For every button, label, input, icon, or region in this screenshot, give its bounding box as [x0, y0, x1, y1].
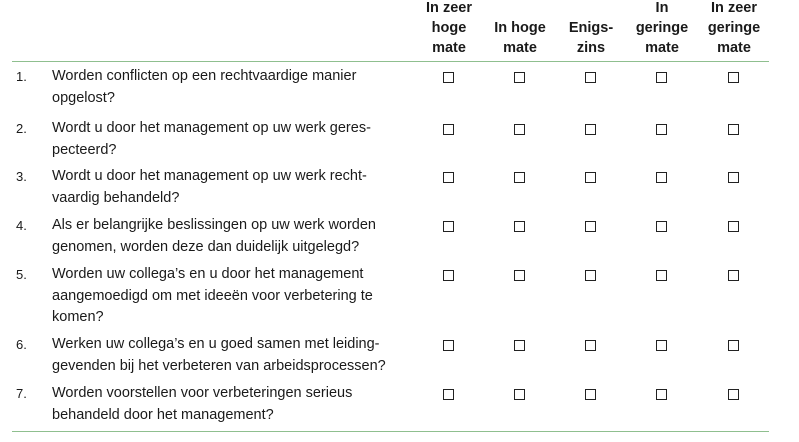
answer-checkbox-q1-opt4[interactable]: [656, 72, 667, 83]
column-header-line: geringe: [635, 20, 689, 36]
answer-checkbox-q1-opt1[interactable]: [443, 72, 454, 83]
answer-checkbox-q3-opt3[interactable]: [585, 172, 596, 183]
answer-checkbox-q4-opt1[interactable]: [443, 221, 454, 232]
column-header-line: zins: [576, 40, 606, 56]
question-text-line: Worden voorstellen voor verbeteringen serieus: [52, 385, 353, 401]
question-number: 1.: [16, 69, 27, 84]
question-text-line: vaardig behandeld?: [52, 189, 180, 206]
question-text-line: Wordt u door het management op uw werk recht-: [52, 168, 367, 184]
answer-checkbox-q7-opt1[interactable]: [443, 389, 454, 400]
answer-checkbox-q3-opt5[interactable]: [728, 172, 739, 183]
column-header-line: mate: [432, 40, 466, 56]
question-text-line: Als er belangrijke beslissingen op uw werk worden: [52, 217, 376, 233]
answer-checkbox-q3-opt4[interactable]: [656, 172, 667, 183]
question-text: [52, 118, 402, 161]
answer-checkbox-q6-opt2[interactable]: [514, 340, 525, 351]
answer-checkbox-q7-opt3[interactable]: [585, 389, 596, 400]
answer-checkbox-q5-opt4[interactable]: [656, 270, 667, 281]
question-text: [52, 215, 402, 258]
question-text-line: gevenden bij het verbeteren van arbeidsprocessen?: [52, 357, 386, 374]
answer-checkbox-q6-opt3[interactable]: [585, 340, 596, 351]
question-text: [52, 66, 402, 109]
answer-checkbox-q3-opt2[interactable]: [514, 172, 525, 183]
column-header-4: [627, 0, 697, 58]
answer-checkbox-q5-opt3[interactable]: [585, 270, 596, 281]
column-header-5: [699, 0, 769, 58]
question-number: 5.: [16, 267, 27, 282]
question-text-line: pecteerd?: [52, 141, 117, 158]
answer-checkbox-q5-opt5[interactable]: [728, 270, 739, 281]
answer-checkbox-q1-opt5[interactable]: [728, 72, 739, 83]
column-header-line: mate: [503, 40, 537, 56]
question-text-line: behandeld door het management?: [52, 406, 274, 423]
answer-checkbox-q2-opt2[interactable]: [514, 124, 525, 135]
answer-checkbox-q1-opt3[interactable]: [585, 72, 596, 83]
column-header-line: mate: [717, 40, 751, 56]
column-header-line: Enigs-: [568, 20, 614, 36]
answer-checkbox-q1-opt2[interactable]: [514, 72, 525, 83]
question-text: [52, 166, 402, 209]
column-header-line: In hoge: [494, 20, 546, 36]
question-number: 4.: [16, 218, 27, 233]
question-text: [52, 334, 402, 377]
question-number: 2.: [16, 121, 27, 136]
answer-checkbox-q7-opt4[interactable]: [656, 389, 667, 400]
question-text-line: genomen, worden deze dan duidelijk uitgelegd?: [52, 238, 360, 255]
question-text-line: komen?: [52, 309, 104, 325]
answer-checkbox-q7-opt2[interactable]: [514, 389, 525, 400]
answer-checkbox-q2-opt3[interactable]: [585, 124, 596, 135]
answer-checkbox-q7-opt5[interactable]: [728, 389, 739, 400]
question-number: 3.: [16, 169, 27, 184]
question-text-line: Wordt u door het management op uw werk geres-: [52, 120, 371, 136]
question-text-line: Werken uw collega’s en u goed samen met leiding-: [52, 336, 380, 352]
column-header-3: [556, 0, 626, 58]
answer-checkbox-q5-opt1[interactable]: [443, 270, 454, 281]
header-divider: [12, 61, 769, 62]
column-header-1: [414, 0, 484, 58]
answer-checkbox-q6-opt4[interactable]: [656, 340, 667, 351]
question-text-line: opgelost?: [52, 89, 115, 106]
question-number: 6.: [16, 337, 27, 352]
answer-checkbox-q3-opt1[interactable]: [443, 172, 454, 183]
column-header-line: In: [655, 0, 669, 16]
answer-checkbox-q4-opt4[interactable]: [656, 221, 667, 232]
column-header-line: geringe: [707, 20, 761, 36]
answer-checkbox-q4-opt3[interactable]: [585, 221, 596, 232]
answer-checkbox-q2-opt4[interactable]: [656, 124, 667, 135]
footer-divider: [12, 431, 769, 432]
answer-checkbox-q4-opt5[interactable]: [728, 221, 739, 232]
answer-checkbox-q6-opt5[interactable]: [728, 340, 739, 351]
column-header-line: In zeer: [711, 0, 757, 16]
question-text: [52, 264, 402, 329]
answer-checkbox-q2-opt1[interactable]: [443, 124, 454, 135]
answer-checkbox-q5-opt2[interactable]: [514, 270, 525, 281]
question-text-line: Worden uw collega’s en u door het management: [52, 266, 364, 282]
question-text-line: aangemoedigd om met ideeën voor verbetering te: [52, 287, 373, 304]
column-header-line: mate: [645, 40, 679, 56]
answer-checkbox-q4-opt2[interactable]: [514, 221, 525, 232]
column-header-2: [485, 0, 555, 58]
answer-checkbox-q2-opt5[interactable]: [728, 124, 739, 135]
question-text: [52, 383, 402, 426]
question-number: 7.: [16, 386, 27, 401]
column-header-line: hoge: [431, 20, 467, 36]
answer-checkbox-q6-opt1[interactable]: [443, 340, 454, 351]
question-text-line: Worden conflicten op een rechtvaardige manier: [52, 68, 357, 84]
column-header-line: In zeer: [426, 0, 472, 16]
